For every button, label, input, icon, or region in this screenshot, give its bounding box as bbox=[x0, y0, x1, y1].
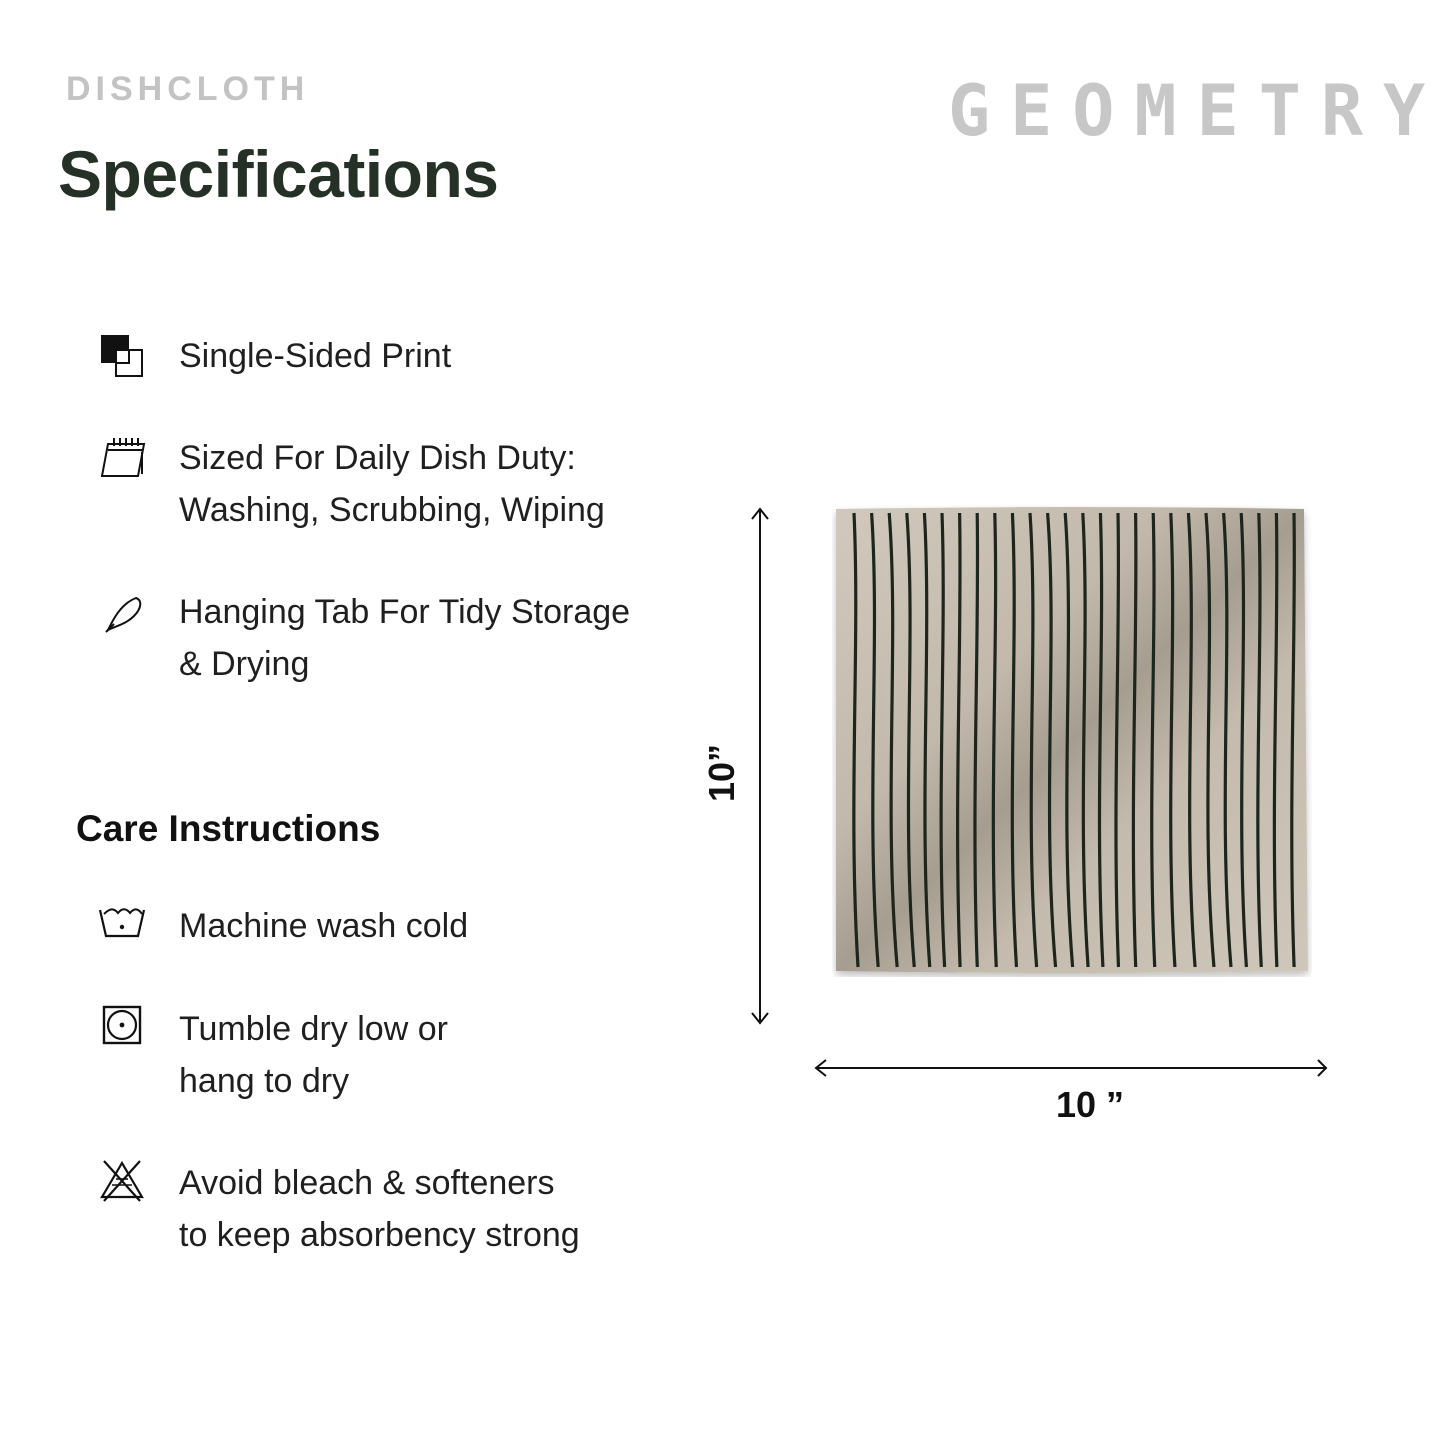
feature-text-line: Single-Sided Print bbox=[179, 337, 452, 375]
page-title: Specifications bbox=[58, 137, 499, 211]
care-text-line: hang to dry bbox=[179, 1062, 350, 1100]
feature-text-line: & Drying bbox=[179, 645, 310, 683]
care-text-line: Tumble dry low or bbox=[179, 1010, 448, 1048]
towel-size-icon bbox=[98, 432, 146, 480]
dishcloth-product-image bbox=[832, 505, 1312, 977]
width-dimension-arrow bbox=[812, 1056, 1332, 1080]
care-text-line: to keep absorbency strong bbox=[179, 1216, 580, 1254]
no-bleach-icon bbox=[98, 1157, 146, 1205]
feature-text-line: Sized For Daily Dish Duty: bbox=[179, 439, 576, 477]
product-category: DISHCLOTH bbox=[66, 70, 310, 108]
machine-wash-cold-icon bbox=[98, 900, 146, 948]
overlapping-squares-icon bbox=[98, 330, 146, 378]
brand-logo: GEOMETRY bbox=[948, 70, 1445, 152]
height-dimension-label: 10” bbox=[701, 743, 742, 803]
tumble-dry-low-icon bbox=[98, 1003, 146, 1051]
width-dimension-label: 10 ” bbox=[1055, 1084, 1125, 1125]
care-text-line: Machine wash cold bbox=[179, 907, 469, 945]
feature-text-line: Washing, Scrubbing, Wiping bbox=[179, 491, 605, 529]
care-instructions-heading: Care Instructions bbox=[76, 808, 381, 849]
leaf-tab-icon bbox=[98, 586, 146, 634]
care-text-line: Avoid bleach & softeners bbox=[179, 1164, 555, 1202]
feature-text-line: Hanging Tab For Tidy Storage bbox=[179, 593, 631, 631]
height-dimension-arrow bbox=[748, 505, 772, 1029]
